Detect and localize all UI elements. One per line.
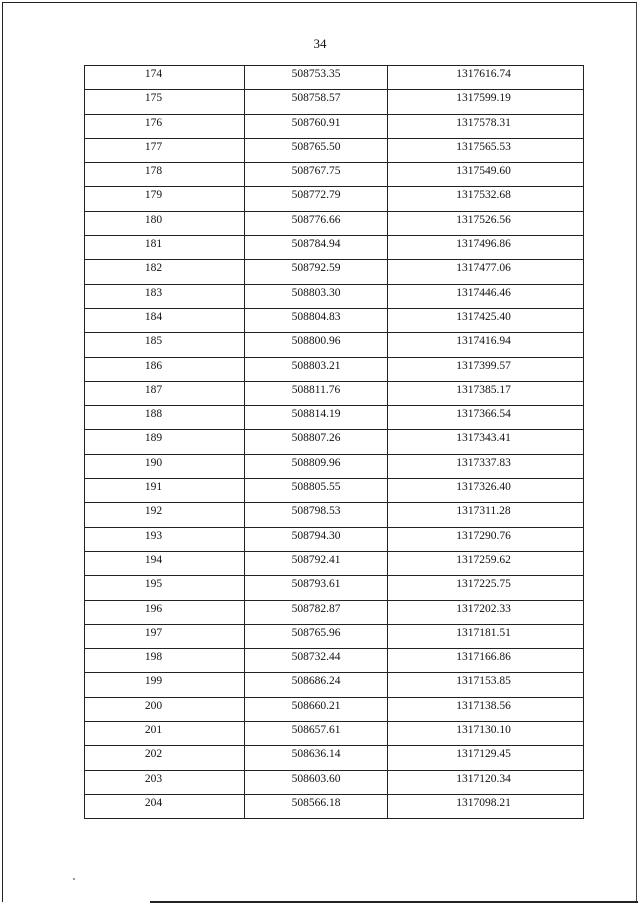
table-row — [85, 649, 584, 673]
table-row — [85, 138, 584, 162]
table-row — [85, 624, 584, 648]
x-coordinate-cell: 508792.41 — [245, 551, 388, 575]
y-coordinate-cell: 1317532.68 — [388, 187, 584, 211]
table-row — [85, 163, 584, 187]
y-coordinate-cell: 1317343.41 — [388, 430, 584, 454]
x-coordinate-cell: 508809.96 — [245, 454, 388, 478]
point-number-cell: 195 — [85, 576, 245, 600]
table-row — [85, 333, 584, 357]
point-number-cell: 189 — [85, 430, 245, 454]
scan-speck — [73, 878, 75, 880]
table-row — [85, 430, 584, 454]
x-coordinate-cell: 508772.79 — [245, 187, 388, 211]
x-coordinate-cell: 508800.96 — [245, 333, 388, 357]
x-coordinate-cell: 508794.30 — [245, 527, 388, 551]
table-row — [85, 600, 584, 624]
point-number-cell: 175 — [85, 90, 245, 114]
x-coordinate-cell: 508758.57 — [245, 90, 388, 114]
x-coordinate-cell: 508686.24 — [245, 673, 388, 697]
x-coordinate-cell: 508793.61 — [245, 576, 388, 600]
table-row — [85, 236, 584, 260]
table-row — [85, 357, 584, 381]
y-coordinate-cell: 1317311.28 — [388, 503, 584, 527]
table-row — [85, 211, 584, 235]
table-row — [85, 794, 584, 818]
point-number-cell: 181 — [85, 236, 245, 260]
point-number-cell: 180 — [85, 211, 245, 235]
y-coordinate-cell: 1317425.40 — [388, 308, 584, 332]
table-row — [85, 308, 584, 332]
x-coordinate-cell: 508805.55 — [245, 479, 388, 503]
table-row — [85, 66, 584, 90]
x-coordinate-cell: 508603.60 — [245, 770, 388, 794]
y-coordinate-cell: 1317599.19 — [388, 90, 584, 114]
x-coordinate-cell: 508657.61 — [245, 722, 388, 746]
x-coordinate-cell: 508792.59 — [245, 260, 388, 284]
y-coordinate-cell: 1317259.62 — [388, 551, 584, 575]
x-coordinate-cell: 508765.50 — [245, 138, 388, 162]
point-number-cell: 201 — [85, 722, 245, 746]
x-coordinate-cell: 508660.21 — [245, 697, 388, 721]
x-coordinate-cell: 508798.53 — [245, 503, 388, 527]
y-coordinate-cell: 1317578.31 — [388, 114, 584, 138]
x-coordinate-cell: 508782.87 — [245, 600, 388, 624]
point-number-cell: 182 — [85, 260, 245, 284]
y-coordinate-cell: 1317326.40 — [388, 479, 584, 503]
y-coordinate-cell: 1317385.17 — [388, 381, 584, 405]
x-coordinate-cell: 508803.21 — [245, 357, 388, 381]
point-number-cell: 184 — [85, 308, 245, 332]
point-number-cell: 200 — [85, 697, 245, 721]
y-coordinate-cell: 1317290.76 — [388, 527, 584, 551]
y-coordinate-cell: 1317416.94 — [388, 333, 584, 357]
y-coordinate-cell: 1317399.57 — [388, 357, 584, 381]
point-number-cell: 192 — [85, 503, 245, 527]
point-number-cell: 187 — [85, 381, 245, 405]
point-number-cell: 202 — [85, 746, 245, 770]
point-number-cell: 203 — [85, 770, 245, 794]
point-number-cell: 204 — [85, 794, 245, 818]
coordinate-table — [84, 65, 584, 819]
x-coordinate-cell: 508760.91 — [245, 114, 388, 138]
point-number-cell: 174 — [85, 66, 245, 90]
x-coordinate-cell: 508784.94 — [245, 236, 388, 260]
x-coordinate-cell: 508765.96 — [245, 624, 388, 648]
y-coordinate-cell: 1317225.75 — [388, 576, 584, 600]
point-number-cell: 198 — [85, 649, 245, 673]
y-coordinate-cell: 1317526.56 — [388, 211, 584, 235]
y-coordinate-cell: 1317366.54 — [388, 406, 584, 430]
coordinate-table-body — [85, 66, 584, 819]
y-coordinate-cell: 1317129.45 — [388, 746, 584, 770]
y-coordinate-cell: 1317098.21 — [388, 794, 584, 818]
table-row — [85, 406, 584, 430]
x-coordinate-cell: 508566.18 — [245, 794, 388, 818]
y-coordinate-cell: 1317549.60 — [388, 163, 584, 187]
table-row — [85, 551, 584, 575]
table-row — [85, 746, 584, 770]
point-number-cell: 179 — [85, 187, 245, 211]
table-row — [85, 454, 584, 478]
y-coordinate-cell: 1317496.86 — [388, 236, 584, 260]
page-number: 34 — [313, 36, 327, 51]
x-coordinate-cell: 508811.76 — [245, 381, 388, 405]
y-coordinate-cell: 1317120.34 — [388, 770, 584, 794]
table-row — [85, 697, 584, 721]
table-row — [85, 527, 584, 551]
table-row — [85, 503, 584, 527]
point-number-cell: 186 — [85, 357, 245, 381]
table-row — [85, 381, 584, 405]
table-row — [85, 576, 584, 600]
table-row — [85, 90, 584, 114]
table-row — [85, 260, 584, 284]
point-number-cell: 191 — [85, 479, 245, 503]
x-coordinate-cell: 508767.75 — [245, 163, 388, 187]
x-coordinate-cell: 508636.14 — [245, 746, 388, 770]
y-coordinate-cell: 1317130.10 — [388, 722, 584, 746]
x-coordinate-cell: 508732.44 — [245, 649, 388, 673]
point-number-cell: 199 — [85, 673, 245, 697]
x-coordinate-cell: 508753.35 — [245, 66, 388, 90]
x-coordinate-cell: 508776.66 — [245, 211, 388, 235]
x-coordinate-cell: 508807.26 — [245, 430, 388, 454]
table-row — [85, 284, 584, 308]
y-coordinate-cell: 1317166.86 — [388, 649, 584, 673]
x-coordinate-cell: 508804.83 — [245, 308, 388, 332]
x-coordinate-cell: 508803.30 — [245, 284, 388, 308]
point-number-cell: 197 — [85, 624, 245, 648]
table-row — [85, 479, 584, 503]
table-row — [85, 114, 584, 138]
table-row — [85, 770, 584, 794]
point-number-cell: 196 — [85, 600, 245, 624]
point-number-cell: 185 — [85, 333, 245, 357]
y-coordinate-cell: 1317138.56 — [388, 697, 584, 721]
y-coordinate-cell: 1317181.51 — [388, 624, 584, 648]
y-coordinate-cell: 1317337.83 — [388, 454, 584, 478]
point-number-cell: 177 — [85, 138, 245, 162]
page-bottom-edge — [150, 901, 638, 903]
point-number-cell: 176 — [85, 114, 245, 138]
point-number-cell: 178 — [85, 163, 245, 187]
y-coordinate-cell: 1317616.74 — [388, 66, 584, 90]
y-coordinate-cell: 1317565.53 — [388, 138, 584, 162]
y-coordinate-cell: 1317202.33 — [388, 600, 584, 624]
point-number-cell: 188 — [85, 406, 245, 430]
table-row — [85, 187, 584, 211]
y-coordinate-cell: 1317477.06 — [388, 260, 584, 284]
y-coordinate-cell: 1317153.85 — [388, 673, 584, 697]
y-coordinate-cell: 1317446.46 — [388, 284, 584, 308]
point-number-cell: 194 — [85, 551, 245, 575]
point-number-cell: 193 — [85, 527, 245, 551]
table-row — [85, 722, 584, 746]
point-number-cell: 183 — [85, 284, 245, 308]
point-number-cell: 190 — [85, 454, 245, 478]
x-coordinate-cell: 508814.19 — [245, 406, 388, 430]
table-row — [85, 673, 584, 697]
